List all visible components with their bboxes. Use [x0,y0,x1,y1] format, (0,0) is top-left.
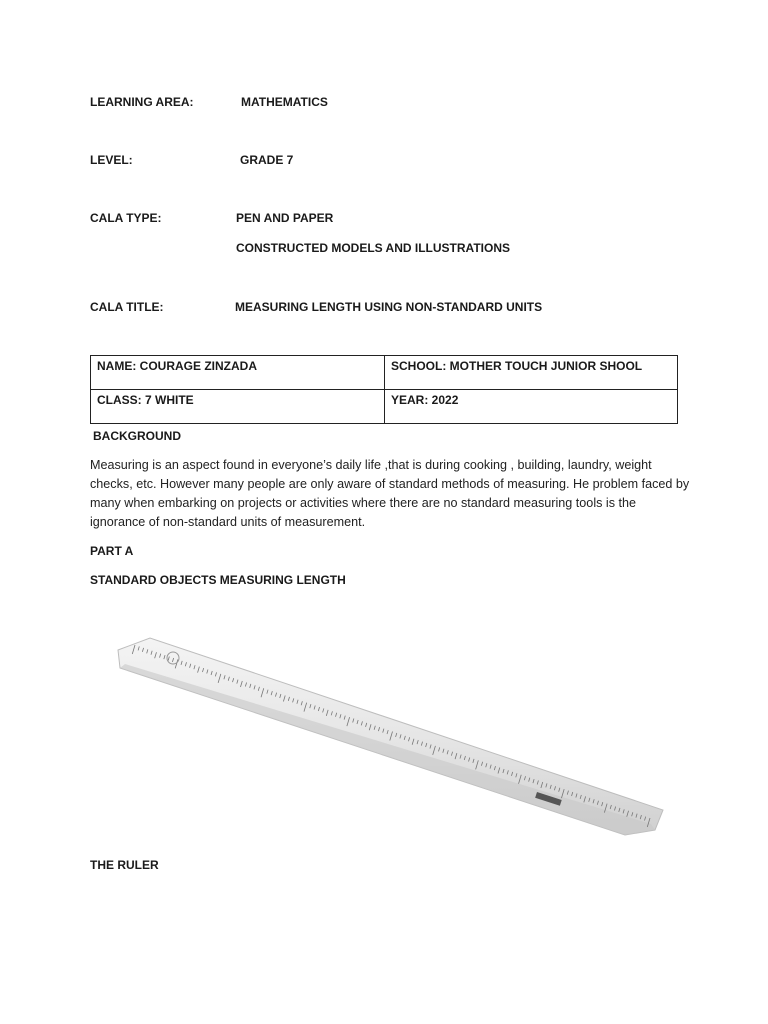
level-label: LEVEL: [90,153,133,167]
school-cell: SCHOOL: MOTHER TOUCH JUNIOR SHOOL [385,356,678,390]
learning-area-value: MATHEMATICS [241,95,328,109]
cala-type-label: CALA TYPE: [90,211,162,225]
ruler-icon [115,628,680,843]
cala-type-value-2: CONSTRUCTED MODELS AND ILLUSTRATIONS [236,241,510,255]
cala-title-value: MEASURING LENGTH USING NON-STANDARD UNITS [235,300,543,314]
cala-title-label: CALA TITLE: [90,300,164,314]
table-row [91,356,678,390]
ruler-image [115,628,680,843]
name-cell: NAME: COURAGE ZINZADA [91,356,385,390]
background-paragraph: Measuring is an aspect found in everyone’s daily life ,that is during cooking , building, laundry, weight checks, etc. However many people are only aware of standard methods of measuring. He problem faced by many when embarking on projects or activities where there are no standard measuring tools is the ignorance of non-standard units of measurement. [90,458,690,529]
table-row [91,390,678,424]
level-value: GRADE 7 [240,153,294,167]
student-info-table [90,355,678,424]
background-heading: BACKGROUND [93,429,181,443]
part-a-subheading: STANDARD OBJECTS MEASURING LENGTH [90,573,346,587]
ruler-caption: THE RULER [90,858,159,872]
cala-type-value-1: PEN AND PAPER [236,211,334,225]
part-a-heading: PART A [90,544,134,558]
learning-area-label: LEARNING AREA: [90,95,194,109]
class-cell: CLASS: 7 WHITE [91,390,385,424]
year-cell: YEAR: 2022 [385,390,678,424]
